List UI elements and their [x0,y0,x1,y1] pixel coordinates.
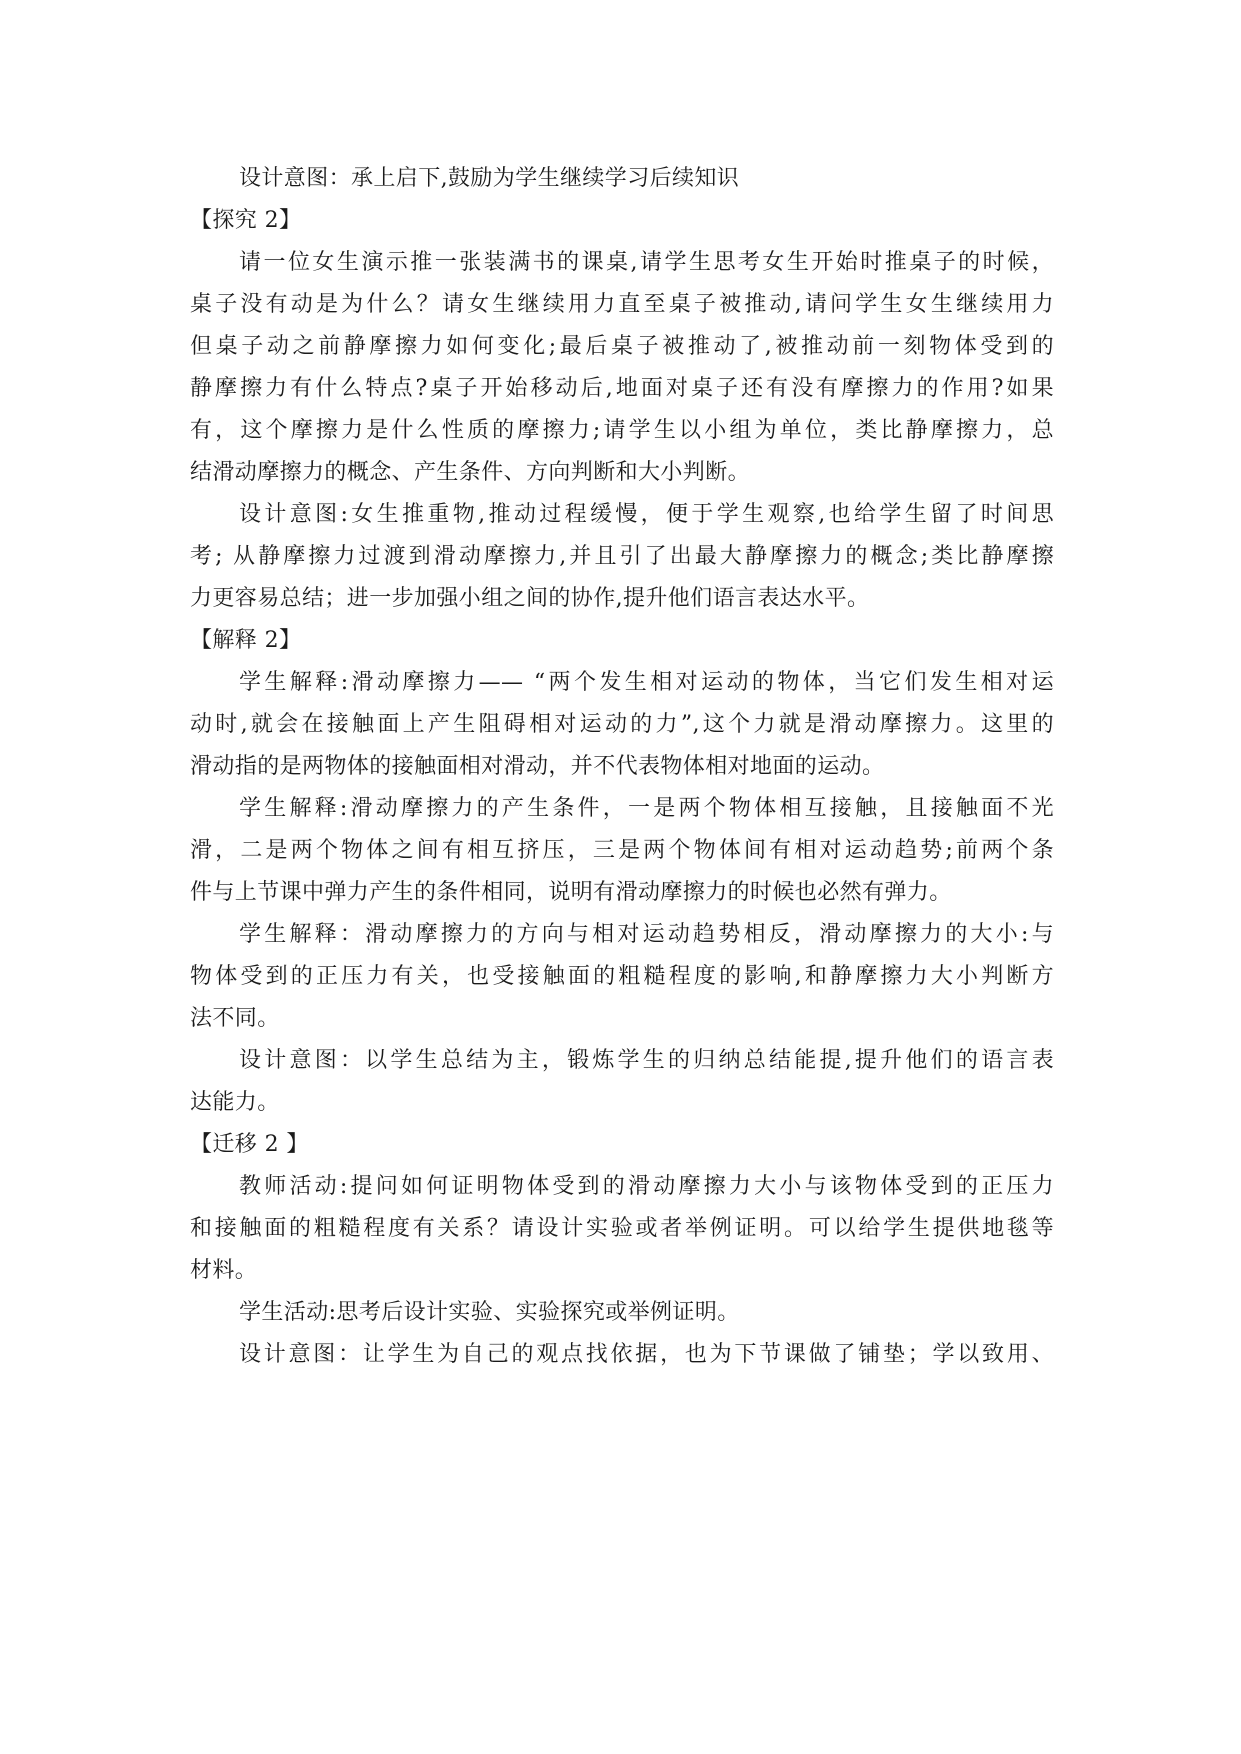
text-line: 有，这个摩擦力是什么性质的摩擦力;请学生以小组为单位，类比静摩擦力，总 [190,418,1054,443]
text-line: 静摩擦力有什么特点?桌子开始移动后,地面对桌子还有没有摩擦力的作用?如果 [190,376,1054,401]
text-line: 结滑动摩擦力的概念、产生条件、方向判断和大小判断。 [190,460,751,485]
text-line: 【解释 2】 [190,628,302,653]
text-line: 考; 从静摩擦力过渡到滑动摩擦力,并且引了出最大静摩擦力的概念;类比静摩擦 [190,544,1054,569]
paragraph [190,1040,1054,1124]
section-heading [190,620,1054,662]
text-line: 滑，二是两个物体之间有相互挤压，三是两个物体间有相对运动趋势;前两个条 [190,838,1054,863]
text-line: 但桌子动之前静摩擦力如何变化;最后桌子被推动了,被推动前一刻物体受到的 [190,334,1054,359]
paragraph [190,788,1054,914]
text-line: 教师活动:提问如何证明物体受到的滑动摩擦力大小与该物体受到的正压力 [239,1174,1054,1199]
text-line: 【迁移 2 】 [190,1132,309,1157]
paragraph [190,1334,1054,1376]
text-line: 材料。 [190,1258,258,1283]
text-line: 请一位女生演示推一张装满书的课桌,请学生思考女生开始时推桌子的时候， [239,250,1054,275]
text-line: 法不同。 [190,1006,280,1031]
text-line: 滑动指的是两物体的接触面相对滑动，并不代表物体相对地面的运动。 [190,754,885,779]
text-line: 学生解释:滑动摩擦力—— “两个发生相对运动的物体，当它们发生相对运 [239,670,1054,695]
text-line: 学生解释：滑动摩擦力的方向与相对运动趋势相反，滑动摩擦力的大小:与 [239,922,1054,947]
text-line: 力更容易总结；进一步加强小组之间的协作,提升他们语言表达水平。 [190,586,870,611]
section-heading [190,200,1054,242]
text-line: 学生活动:思考后设计实验、实验探究或举例证明。 [239,1300,740,1325]
text-line: 桌子没有动是为什么？请女生继续用力直至桌子被推动,请问学生女生继续用力 [190,292,1054,317]
text-line: 达能力。 [190,1090,280,1115]
paragraph [190,242,1054,494]
text-line: 设计意图：以学生总结为主，锻炼学生的归纳总结能提,提升他们的语言表 [239,1048,1054,1073]
paragraph [190,494,1054,620]
document-body [190,158,1054,1376]
text-line: 物体受到的正压力有关，也受接触面的粗糙程度的影响,和静摩擦力大小判断方 [190,964,1054,989]
section-heading [190,1124,1054,1166]
text-line: 动时,就会在接触面上产生阻碍相对运动的力”,这个力就是滑动摩擦力。这里的 [190,712,1054,737]
text-line: 和接触面的粗糙程度有关系？请设计实验或者举例证明。可以给学生提供地毯等 [190,1216,1054,1241]
text-line: 件与上节课中弹力产生的条件相同，说明有滑动摩擦力的时候也必然有弹力。 [190,880,952,905]
text-line: 设计意图：承上启下,鼓励为学生继续学习后续知识 [239,166,740,191]
paragraph [190,158,1054,200]
paragraph [190,1166,1054,1292]
paragraph [190,1292,1054,1334]
paragraph [190,914,1054,1040]
text-line: 设计意图：让学生为自己的观点找依据，也为下节课做了铺垫；学以致用、 [239,1342,1054,1367]
text-line: 【探究 2】 [190,208,302,233]
paragraph [190,662,1054,788]
text-line: 学生解释:滑动摩擦力的产生条件，一是两个物体相互接触，且接触面不光 [239,796,1054,821]
text-line: 设计意图:女生推重物,推动过程缓慢，便于学生观察,也给学生留了时间思 [239,502,1054,527]
